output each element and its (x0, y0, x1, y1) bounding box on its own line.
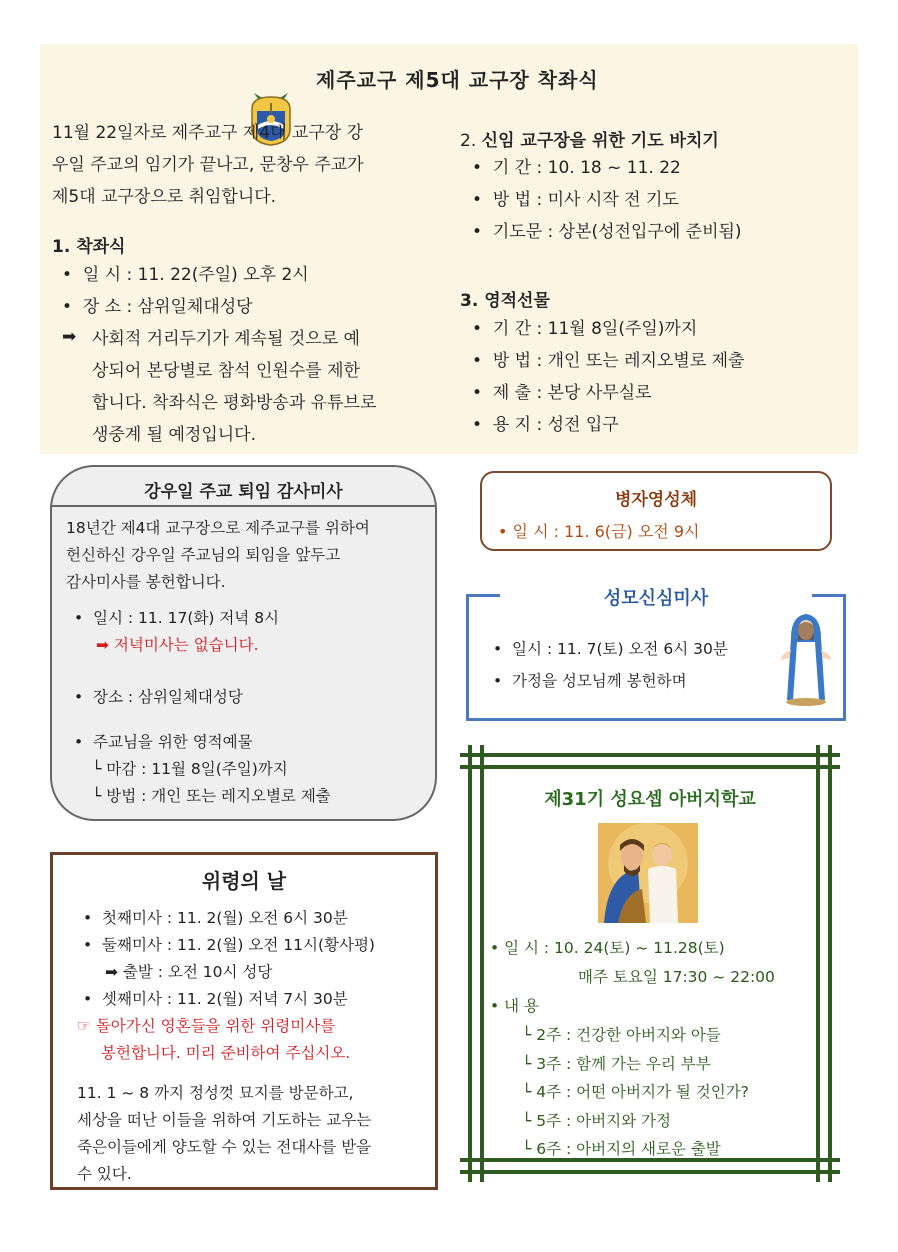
list-item: └ 2주 : 건강한 아버지와 아들 (522, 1026, 721, 1044)
no-evening-mass-note: ➡ 저녁미사는 없습니다. (96, 636, 259, 654)
list-item: • 방 법 : 미사 시작 전 기도 (472, 190, 679, 210)
school-date: • 일 시 : 10. 24(토) ~ 11.28(토) (490, 939, 725, 957)
list-item: └ 3주 : 함께 가는 우리 부부 (522, 1054, 711, 1073)
thanks-mass-title: 강우일 주교 퇴임 감사미사 (144, 482, 343, 502)
section-heading: 2. 신임 교구장을 위한 기도 바치기 (460, 131, 719, 151)
father-school-box (460, 745, 840, 1182)
mass-1: • 첫째미사 : 11. 2(월) 오전 6시 30분 (83, 909, 348, 927)
installation-banner (40, 44, 858, 454)
frame-bar (460, 753, 840, 757)
marian-dedication: • 가정을 성모님께 봉헌하며 (493, 672, 687, 690)
virgin-mary-icon (779, 608, 833, 708)
indulgence-text: 11. 1 ~ 8 까지 정성껏 묘지를 방문하고, 세상을 떠난 이들을 위하여 기도하는 교우는 죽은이들에게 양도할 수 있는 전대사를 받을 수 있다. (77, 1084, 372, 1183)
departure-note: ➡ 출발 : 오전 10시 성당 (105, 963, 273, 981)
all-souls-title: 위령의 날 (201, 869, 287, 893)
installation-intro (52, 117, 364, 213)
list-item: • 용 지 : 성전 입구 (472, 415, 619, 435)
intro-line: 11월 22일자로 제주교구 제4대 교구장 강 (52, 123, 364, 143)
list-item: └ 5주 : 아버지와 가정 (522, 1111, 671, 1130)
arrow-icon: ➡ (62, 327, 77, 347)
list-item: └ 4주 : 어떤 아버지가 될 것인가? (522, 1083, 749, 1101)
gift-list (472, 313, 745, 441)
list-item: • 장 소 : 삼위일체대성당 (62, 297, 253, 317)
thanks-time: • 일시 : 11. 17(화) 저녁 8시 (74, 609, 280, 627)
thanks-intro: 18년간 제4대 교구장으로 제주교구를 위하여 헌신하신 강우일 주교님의 퇴임을 앞두고 감사미사를 봉헌합니다. (66, 519, 370, 591)
list-item: • 제 출 : 본당 사무실로 (472, 383, 652, 403)
section-heading: 3. 영적선물 (460, 291, 550, 311)
all-souls-box (50, 852, 438, 1190)
st-joseph-child-icon (598, 823, 698, 923)
school-content-label: • 내 용 (490, 997, 539, 1015)
note-line: 합니다. 착좌식은 평화방송과 유튜브로 (92, 393, 377, 413)
thanks-place: • 장소 : 삼위일체대성당 (74, 688, 243, 706)
thanks-spiritual: • 주교님을 위한 영적예물 (74, 733, 253, 751)
note-line: 상되어 본당별로 참석 인원수를 제한 (92, 361, 360, 381)
requiem-note: ☞ 돌아가신 영혼들을 위한 위령미사를 (77, 1017, 336, 1035)
prayer-list (472, 152, 742, 248)
school-weekly-time: 매주 토요일 17:30 ~ 22:00 (578, 968, 775, 986)
note-line: 생중계 될 예정입니다. (92, 425, 257, 445)
list-item: • 기 간 : 10. 18 ~ 11. 22 (472, 158, 681, 178)
father-school-title: 제31기 성요셉 아버지학교 (544, 789, 756, 810)
section-heading: 1. 착좌식 (52, 237, 126, 257)
sick-communion-title: 병자영성체 (614, 490, 698, 510)
ceremony-list (62, 259, 309, 323)
marian-mass-box (466, 588, 846, 721)
list-item: └ 6주 : 아버지의 새로운 출발 (522, 1140, 721, 1158)
thanks-method: └ 방법 : 개인 또는 레지오별로 제출 (92, 787, 331, 805)
ceremony-note (92, 323, 438, 451)
marian-time: • 일시 : 11. 7(토) 오전 6시 30분 (493, 640, 728, 658)
thanks-mass-box (50, 465, 437, 821)
mass-3: • 셋째미사 : 11. 2(월) 저녁 7시 30분 (83, 990, 348, 1008)
list-item: • 일 시 : 11. 22(주일) 오후 2시 (62, 265, 309, 285)
intro-line: 우일 주교의 임기가 끝나고, 문창우 주교가 (52, 155, 364, 175)
title-divider (52, 505, 435, 507)
list-item: • 방 법 : 개인 또는 레지오별로 제출 (472, 351, 745, 371)
mass-2: • 둘째미사 : 11. 2(월) 오전 11시(황사평) (83, 936, 375, 954)
marian-mass-title: 성모신심미사 (603, 588, 709, 609)
frame-bar (460, 765, 840, 769)
intro-line: 제5대 교구장으로 취임합니다. (52, 187, 277, 207)
note-line: 사회적 거리두기가 계속될 것으로 예 (92, 329, 360, 349)
requiem-note: 봉헌합니다. 미리 준비하여 주십시오. (101, 1044, 351, 1062)
thanks-deadline: └ 마감 : 11월 8일(주일)까지 (92, 760, 288, 778)
school-week-list (522, 1021, 749, 1164)
installation-title: 제주교구 제5대 교구장 착좌식 (316, 68, 599, 92)
sick-communion-time: • 일 시 : 11. 6(금) 오전 9시 (498, 522, 700, 541)
list-item: • 기도문 : 상본(성전입구에 준비됨) (472, 222, 742, 242)
frame-bar (460, 1170, 840, 1174)
list-item: • 기 간 : 11월 8일(주일)까지 (472, 319, 698, 339)
sick-communion-box (480, 471, 832, 551)
